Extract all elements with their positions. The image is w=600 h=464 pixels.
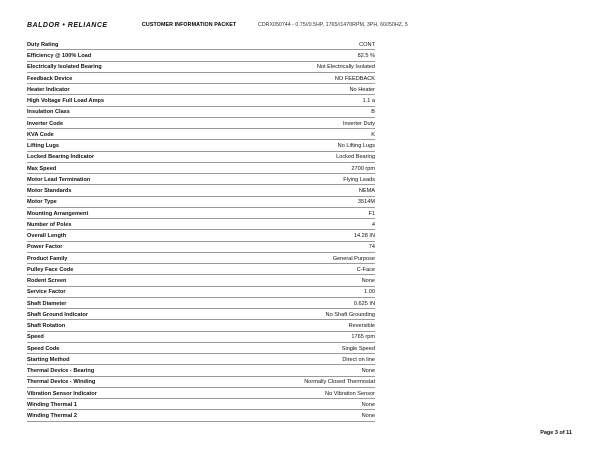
spec-row (27, 275, 375, 286)
spec-row (27, 388, 375, 399)
spec-label: Mounting Arrangement (27, 210, 89, 217)
specification-table (27, 39, 375, 422)
spec-label: Duty Rating (27, 41, 59, 48)
spec-value: 1.1 a (362, 98, 375, 104)
spec-row (27, 73, 375, 84)
spec-row (27, 230, 375, 241)
page-header (27, 19, 580, 31)
spec-label: Pulley Face Code (27, 266, 74, 273)
spec-label: Inverter Code (27, 120, 64, 127)
spec-value: 1.00 (364, 289, 375, 296)
spec-label: Insulation Class (27, 109, 70, 116)
spec-value: No Heater (349, 86, 375, 93)
spec-value: 82.5 % (357, 53, 375, 59)
spec-label: Number of Poles (27, 221, 72, 228)
spec-value: 3514M (357, 199, 375, 206)
spec-value: Not Electrically Isolated (316, 64, 375, 71)
spec-value: No Shaft Grounding (325, 311, 375, 318)
spec-label: Thermal Device - Bearing (27, 368, 95, 374)
spec-label: Service Factor (27, 289, 66, 296)
spec-value: No Lifting Lugs (337, 143, 375, 149)
spec-label: Product Family (27, 255, 68, 262)
spec-value: F1 (368, 210, 375, 217)
spec-row (27, 399, 375, 410)
spec-value: Normally Closed Thermostat (304, 379, 375, 386)
spec-row (27, 62, 375, 73)
spec-row (27, 253, 375, 264)
spec-row (27, 208, 375, 219)
spec-row (27, 242, 375, 253)
spec-value: Reversible (348, 323, 375, 329)
spec-row (27, 264, 375, 275)
spec-value: C-Face (356, 266, 375, 273)
spec-label: Efficiency @ 100% Load (27, 53, 92, 59)
spec-row (27, 298, 375, 309)
spec-row (27, 320, 375, 331)
spec-value: None (361, 368, 375, 374)
spec-label: Shaft Ground Indicator (27, 311, 88, 318)
spec-label: Speed Code (27, 345, 60, 352)
spec-value: B (371, 109, 375, 116)
spec-label: Rodent Screen (27, 278, 67, 284)
spec-value: Flying Leads (343, 176, 375, 183)
spec-value: General Purpose (332, 255, 375, 262)
spec-row (27, 219, 375, 230)
spec-value: None (361, 413, 375, 419)
spec-label: Overall Length (27, 233, 67, 239)
spec-row (27, 410, 375, 421)
spec-label: High Voltage Full Load Amps (27, 98, 105, 104)
packet-title: CUSTOMER INFORMATION PACKET (142, 22, 237, 28)
spec-label: Motor Lead Termination (27, 176, 91, 183)
spec-row (27, 287, 375, 298)
spec-value: Inverter Duty (342, 120, 375, 127)
spec-row (27, 185, 375, 196)
spec-value: 1765 rpm (351, 334, 375, 341)
spec-value: None (361, 401, 375, 408)
spec-label: KVA Code (27, 131, 54, 138)
spec-value: 0.625 IN (353, 300, 375, 307)
spec-value: None (361, 278, 375, 284)
spec-label: Winding Thermal 1 (27, 401, 77, 408)
spec-label: Motor Type (27, 199, 57, 206)
spec-label: Motor Standards (27, 188, 72, 194)
spec-value: Locked Bearing (336, 154, 375, 161)
spec-row (27, 129, 375, 140)
spec-value: Direct on line (342, 356, 375, 363)
spec-row (27, 118, 375, 129)
spec-value: CONT (359, 41, 375, 48)
spec-row (27, 95, 375, 106)
spec-value: NEMA (358, 188, 375, 194)
spec-value: 14.28 IN (353, 233, 375, 239)
spec-value: No Vibration Sensor (325, 390, 375, 397)
spec-row (27, 50, 375, 61)
spec-label: Starting Method (27, 356, 70, 363)
spec-value: 4 (371, 221, 375, 228)
brand-logo: BALDOR • RELIANCE (27, 21, 108, 29)
spec-label: Heater Indicator (27, 86, 70, 93)
spec-label: Shaft Rotation (27, 323, 66, 329)
spec-row (27, 140, 375, 151)
spec-row (27, 197, 375, 208)
page-number: Page 3 of 11 (540, 430, 572, 436)
spec-row (27, 377, 375, 388)
spec-row (27, 365, 375, 376)
spec-row (27, 107, 375, 118)
spec-label: Speed (27, 334, 44, 341)
spec-row (27, 309, 375, 320)
spec-label: Thermal Device - Winding (27, 379, 96, 386)
spec-value: Single Speed (341, 345, 375, 352)
spec-row (27, 39, 375, 50)
spec-value: 74 (368, 244, 375, 251)
spec-value: NO FEEDBACK (334, 75, 375, 82)
spec-row (27, 354, 375, 365)
spec-label: Electrically Isolated Bearing (27, 64, 102, 71)
spec-row (27, 343, 375, 354)
spec-label: Lifting Lugs (27, 143, 60, 149)
spec-label: Feedback Device (27, 75, 73, 82)
spec-label: Vibration Sensor Indicator (27, 390, 97, 397)
spec-label: Shaft Diameter (27, 300, 67, 307)
product-description: CDRX050744 - 0.75//0.5HP, 1765//1470RPM, 3PH, 60//50HZ, 5 (258, 22, 408, 28)
spec-value: 2700 rpm (351, 165, 375, 172)
spec-value: K (371, 131, 375, 138)
spec-row (27, 174, 375, 185)
spec-row (27, 332, 375, 343)
spec-row (27, 152, 375, 163)
spec-label: Winding Thermal 2 (27, 413, 77, 419)
spec-label: Locked Bearing Indicator (27, 154, 95, 161)
spec-label: Power Factor (27, 244, 63, 251)
spec-row (27, 84, 375, 95)
spec-label: Max Speed (27, 165, 57, 172)
spec-row (27, 163, 375, 174)
